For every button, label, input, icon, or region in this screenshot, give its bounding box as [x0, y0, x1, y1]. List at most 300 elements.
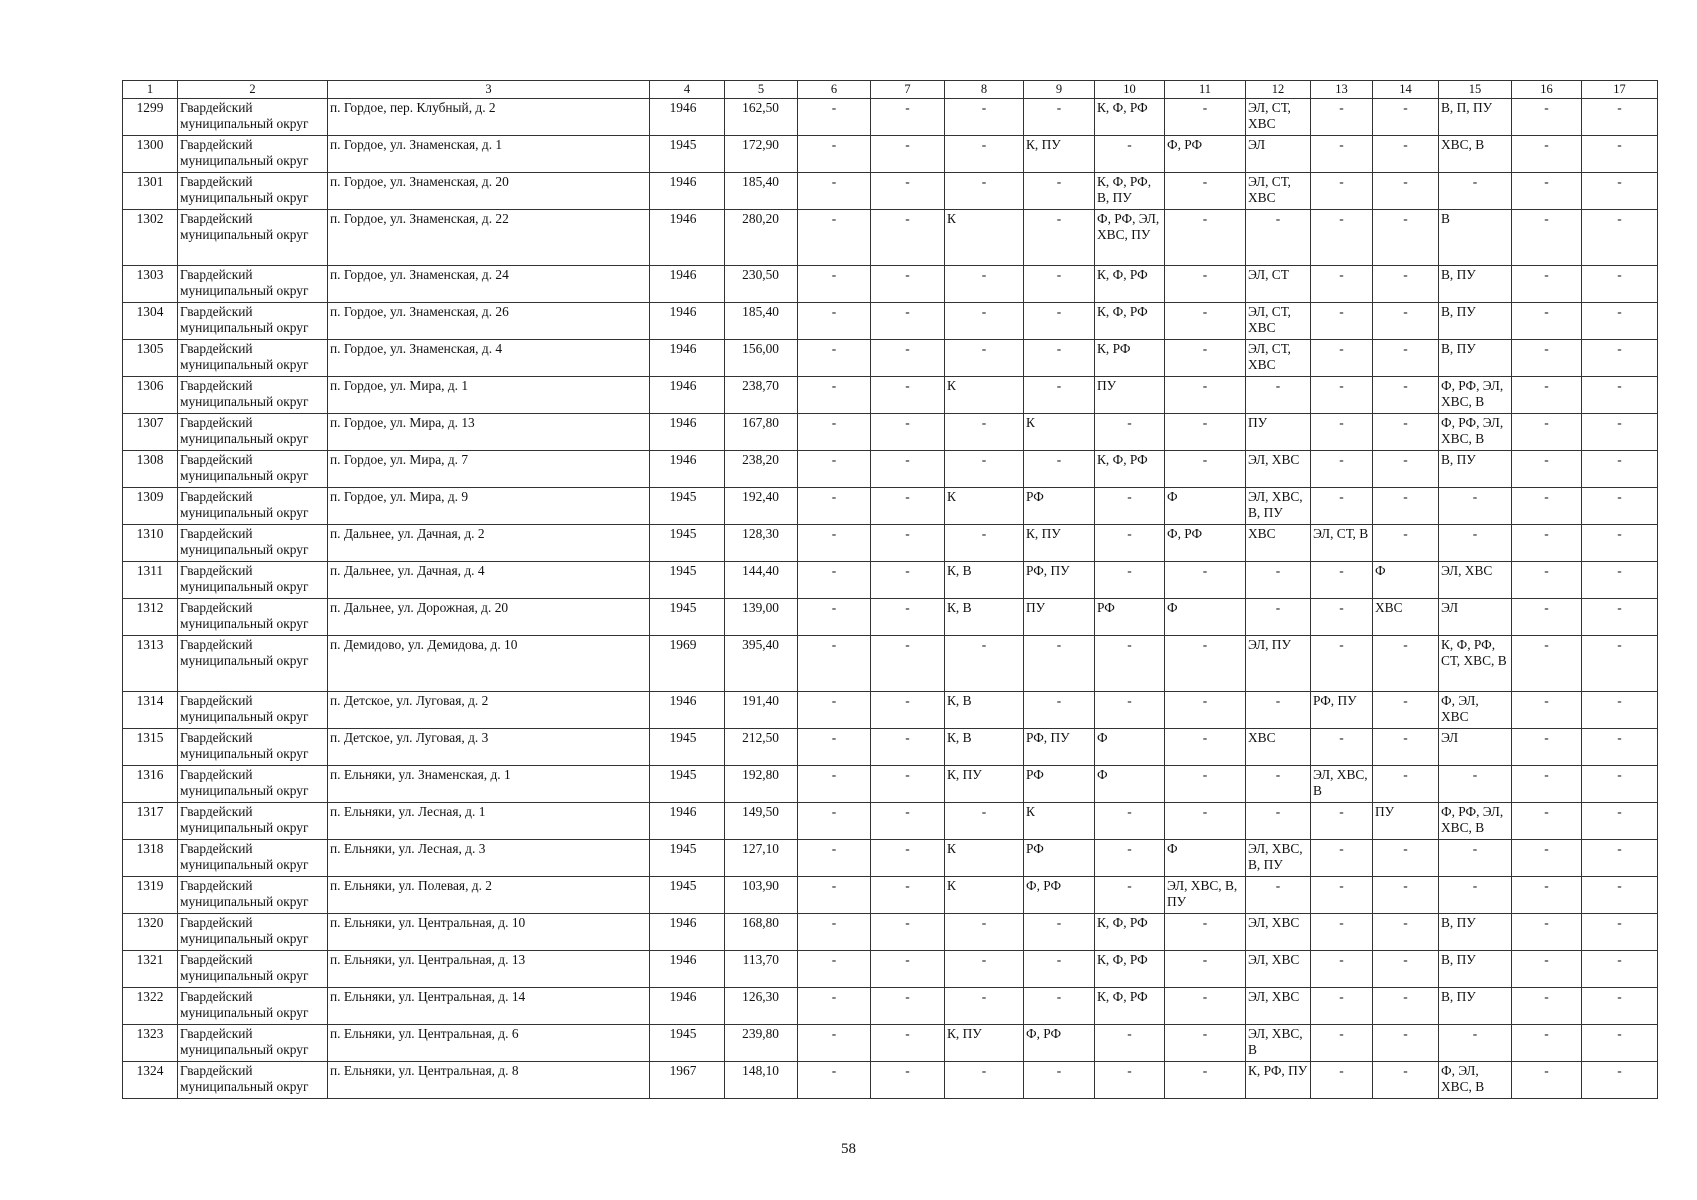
table-cell: Ф, РФ, ЭЛ, ХВС, В [1439, 377, 1512, 414]
table-cell: - [1373, 914, 1439, 951]
table-cell: 1946 [650, 210, 725, 266]
column-number-header: 13 [1311, 81, 1373, 99]
table-cell: - [1512, 266, 1582, 303]
table-cell: ЭЛ [1439, 599, 1512, 636]
table-cell: - [1439, 488, 1512, 525]
register-table [122, 80, 1658, 1099]
table-cell: 1314 [123, 692, 178, 729]
table-cell: - [1512, 1062, 1582, 1099]
table-cell: РФ, ПУ [1024, 562, 1095, 599]
table-cell: - [1373, 877, 1439, 914]
table-row [123, 951, 1658, 988]
table-row [123, 377, 1658, 414]
table-cell: 192,40 [725, 488, 798, 525]
table-cell: - [945, 451, 1024, 488]
table-cell: - [1373, 340, 1439, 377]
table-cell: - [1373, 173, 1439, 210]
table-cell: Ф, ЭЛ, ХВС, В [1439, 1062, 1512, 1099]
table-cell: Гвардейский муниципальный округ [178, 766, 328, 803]
table-cell: - [1311, 414, 1373, 451]
table-cell: - [871, 803, 945, 840]
table-cell: РФ [1024, 766, 1095, 803]
table-cell: - [1582, 266, 1658, 303]
table-cell: - [1095, 840, 1165, 877]
table-cell: - [1024, 692, 1095, 729]
table-cell: 1319 [123, 877, 178, 914]
table-cell: - [1165, 988, 1246, 1025]
table-cell: - [798, 877, 871, 914]
table-cell: В, ПУ [1439, 340, 1512, 377]
table-cell: - [1311, 988, 1373, 1025]
table-cell: - [798, 377, 871, 414]
table-cell: - [1512, 729, 1582, 766]
table-cell: К [1024, 414, 1095, 451]
table-cell: Гвардейский муниципальный округ [178, 636, 328, 692]
table-cell: - [1373, 136, 1439, 173]
table-cell: 144,40 [725, 562, 798, 599]
table-cell: - [1311, 451, 1373, 488]
table-cell: Гвардейский муниципальный округ [178, 599, 328, 636]
table-cell: ЭЛ, СТ, ХВС [1246, 340, 1311, 377]
table-cell: К, Ф, РФ [1095, 451, 1165, 488]
table-row [123, 136, 1658, 173]
table-cell: Гвардейский муниципальный округ [178, 210, 328, 266]
table-cell: - [1311, 840, 1373, 877]
table-cell: К, Ф, РФ [1095, 303, 1165, 340]
table-cell: Гвардейский муниципальный округ [178, 266, 328, 303]
table-cell: 1946 [650, 451, 725, 488]
table-cell: п. Ельняки, ул. Центральная, д. 8 [328, 1062, 650, 1099]
column-number-header: 6 [798, 81, 871, 99]
table-cell: 1307 [123, 414, 178, 451]
table-cell: К, В [945, 692, 1024, 729]
table-cell: - [1512, 488, 1582, 525]
table-cell: - [1024, 1062, 1095, 1099]
table-cell: п. Ельняки, ул. Лесная, д. 1 [328, 803, 650, 840]
table-cell: 1945 [650, 136, 725, 173]
table-cell: - [798, 1062, 871, 1099]
table-cell: 1946 [650, 988, 725, 1025]
table-cell: - [945, 340, 1024, 377]
table-cell: К [945, 840, 1024, 877]
table-cell: - [1165, 766, 1246, 803]
column-number-header: 14 [1373, 81, 1439, 99]
table-cell: - [1373, 692, 1439, 729]
table-cell: 156,00 [725, 340, 798, 377]
table-row [123, 988, 1658, 1025]
table-cell: 149,50 [725, 803, 798, 840]
table-row [123, 173, 1658, 210]
table-cell: - [1311, 266, 1373, 303]
table-cell: - [1095, 1062, 1165, 1099]
table-cell: - [945, 173, 1024, 210]
table-cell: ЭЛ [1246, 136, 1311, 173]
table-cell: п. Гордое, пер. Клубный, д. 2 [328, 99, 650, 136]
table-cell: - [1582, 803, 1658, 840]
table-cell: - [798, 562, 871, 599]
table-cell: ХВС [1373, 599, 1439, 636]
header-row [123, 81, 1658, 99]
table-cell: - [1582, 414, 1658, 451]
table-cell: п. Гордое, ул. Знаменская, д. 22 [328, 210, 650, 266]
table-cell: 1312 [123, 599, 178, 636]
table-cell: К [945, 210, 1024, 266]
table-cell: - [1024, 951, 1095, 988]
table-cell: РФ [1024, 840, 1095, 877]
table-cell: ЭЛ, ХВС, В [1311, 766, 1373, 803]
table-cell: - [798, 266, 871, 303]
table-cell: п. Дальнее, ул. Дачная, д. 4 [328, 562, 650, 599]
table-cell: 185,40 [725, 173, 798, 210]
table-cell: Ф, РФ [1165, 136, 1246, 173]
table-cell: - [1512, 914, 1582, 951]
table-cell: Гвардейский муниципальный округ [178, 488, 328, 525]
table-cell: Гвардейский муниципальный округ [178, 451, 328, 488]
table-cell: - [1095, 636, 1165, 692]
table-cell: ЭЛ [1439, 729, 1512, 766]
table-cell: 1308 [123, 451, 178, 488]
table-cell: - [945, 1062, 1024, 1099]
table-row [123, 840, 1658, 877]
table-cell: Гвардейский муниципальный округ [178, 340, 328, 377]
table-cell: 1313 [123, 636, 178, 692]
table-cell: 1945 [650, 877, 725, 914]
table-cell: 139,00 [725, 599, 798, 636]
table-cell: п. Ельняки, ул. Центральная, д. 6 [328, 1025, 650, 1062]
table-cell: Гвардейский муниципальный округ [178, 951, 328, 988]
table-cell: Ф, РФ, ЭЛ, ХВС, В [1439, 414, 1512, 451]
table-cell: ЭЛ, ХВС [1246, 451, 1311, 488]
table-cell: - [1095, 136, 1165, 173]
table-cell: - [798, 340, 871, 377]
table-row [123, 340, 1658, 377]
table-cell: К, Ф, РФ [1095, 988, 1165, 1025]
table-row [123, 877, 1658, 914]
table-cell: 126,30 [725, 988, 798, 1025]
table-cell: ЭЛ, ХВС, В, ПУ [1246, 840, 1311, 877]
table-cell: РФ, ПУ [1024, 729, 1095, 766]
table-cell: Ф [1095, 766, 1165, 803]
table-cell: - [1311, 877, 1373, 914]
table-cell: 1324 [123, 1062, 178, 1099]
table-cell: - [1512, 136, 1582, 173]
table-cell: Гвардейский муниципальный округ [178, 988, 328, 1025]
table-cell: К, ПУ [1024, 525, 1095, 562]
table-cell: 1300 [123, 136, 178, 173]
table-cell: - [1582, 451, 1658, 488]
table-cell: - [871, 1062, 945, 1099]
table-cell: - [1582, 303, 1658, 340]
table-cell: - [1512, 877, 1582, 914]
table-cell: - [1024, 451, 1095, 488]
table-cell: - [871, 1025, 945, 1062]
table-cell: - [1373, 210, 1439, 266]
table-cell: - [798, 914, 871, 951]
table-cell: ЭЛ, СТ [1246, 266, 1311, 303]
table-cell: - [1165, 340, 1246, 377]
table-cell: - [1311, 173, 1373, 210]
table-cell: - [1439, 173, 1512, 210]
table-cell: п. Детское, ул. Луговая, д. 2 [328, 692, 650, 729]
table-cell: В, П, ПУ [1439, 99, 1512, 136]
table-cell: - [1512, 1025, 1582, 1062]
table-cell: - [1512, 840, 1582, 877]
table-row [123, 803, 1658, 840]
table-cell: 1967 [650, 1062, 725, 1099]
column-number-header: 3 [328, 81, 650, 99]
table-cell: 1946 [650, 914, 725, 951]
table-cell: ЭЛ, ХВС [1246, 951, 1311, 988]
table-cell: 172,90 [725, 136, 798, 173]
table-cell: Гвардейский муниципальный округ [178, 99, 328, 136]
table-cell: - [1582, 210, 1658, 266]
table-cell: - [871, 340, 945, 377]
table-cell: - [1373, 377, 1439, 414]
table-cell: - [1024, 636, 1095, 692]
table-cell: п. Ельняки, ул. Полевая, д. 2 [328, 877, 650, 914]
table-row [123, 562, 1658, 599]
table-cell: - [1095, 877, 1165, 914]
table-cell: - [945, 99, 1024, 136]
table-cell: 239,80 [725, 1025, 798, 1062]
table-cell: - [798, 951, 871, 988]
table-cell: - [945, 266, 1024, 303]
table-cell: В, ПУ [1439, 951, 1512, 988]
table-cell: Гвардейский муниципальный округ [178, 1025, 328, 1062]
table-cell: 1322 [123, 988, 178, 1025]
table-cell: - [798, 636, 871, 692]
table-cell: - [871, 99, 945, 136]
table-cell: - [871, 414, 945, 451]
table-cell: - [1311, 599, 1373, 636]
table-cell: - [798, 988, 871, 1025]
table-cell: 1304 [123, 303, 178, 340]
table-cell: ЭЛ, СТ, ХВС [1246, 99, 1311, 136]
column-number-header: 8 [945, 81, 1024, 99]
table-cell: В, ПУ [1439, 914, 1512, 951]
table-cell: - [871, 303, 945, 340]
table-cell: - [1373, 1062, 1439, 1099]
table-cell: - [1582, 525, 1658, 562]
table-cell: - [1311, 210, 1373, 266]
table-row [123, 451, 1658, 488]
table-cell: - [1165, 1025, 1246, 1062]
table-cell: - [1373, 414, 1439, 451]
table-cell: 1945 [650, 525, 725, 562]
table-cell: - [798, 210, 871, 266]
column-number-header: 1 [123, 81, 178, 99]
table-cell: - [1311, 488, 1373, 525]
table-cell: - [1582, 988, 1658, 1025]
table-cell: В, ПУ [1439, 303, 1512, 340]
table-row [123, 488, 1658, 525]
table-cell: РФ [1024, 488, 1095, 525]
table-cell: 1945 [650, 729, 725, 766]
table-cell: - [945, 136, 1024, 173]
table-cell: - [1024, 914, 1095, 951]
table-cell: 168,80 [725, 914, 798, 951]
table-cell: - [1512, 173, 1582, 210]
table-cell: - [798, 599, 871, 636]
table-cell: 1945 [650, 599, 725, 636]
table-cell: - [1512, 766, 1582, 803]
table-cell: 1306 [123, 377, 178, 414]
table-cell: - [871, 562, 945, 599]
table-cell: ПУ [1246, 414, 1311, 451]
table-cell: 1309 [123, 488, 178, 525]
table-cell: К, ПУ [1024, 136, 1095, 173]
table-cell: - [798, 451, 871, 488]
table-cell: 1945 [650, 488, 725, 525]
table-cell: ЭЛ, СТ, ХВС [1246, 303, 1311, 340]
table-cell: п. Ельняки, ул. Центральная, д. 13 [328, 951, 650, 988]
table-row [123, 99, 1658, 136]
table-cell: 1946 [650, 303, 725, 340]
table-cell: - [1165, 692, 1246, 729]
table-cell: - [1373, 488, 1439, 525]
table-cell: К, РФ [1095, 340, 1165, 377]
table-cell: - [1439, 840, 1512, 877]
table-cell: 1945 [650, 766, 725, 803]
table-cell: - [1246, 766, 1311, 803]
table-cell: - [1246, 692, 1311, 729]
table-cell: 113,70 [725, 951, 798, 988]
table-cell: 1946 [650, 173, 725, 210]
table-cell: п. Ельняки, ул. Лесная, д. 3 [328, 840, 650, 877]
table-cell: п. Ельняки, ул. Центральная, д. 10 [328, 914, 650, 951]
page-number: 58 [841, 1141, 856, 1157]
table-cell: - [1512, 340, 1582, 377]
table-cell: - [945, 951, 1024, 988]
table-cell: Гвардейский муниципальный округ [178, 729, 328, 766]
table-cell: ЭЛ, ХВС [1246, 914, 1311, 951]
table-row [123, 525, 1658, 562]
table-cell: - [1311, 303, 1373, 340]
table-cell: 395,40 [725, 636, 798, 692]
table-cell: - [1512, 988, 1582, 1025]
column-number-header: 17 [1582, 81, 1658, 99]
table-cell: - [1582, 692, 1658, 729]
table-cell: п. Гордое, ул. Мира, д. 7 [328, 451, 650, 488]
table-cell: - [1373, 729, 1439, 766]
table-cell: ЭЛ, ХВС, В, ПУ [1165, 877, 1246, 914]
table-cell: - [798, 840, 871, 877]
table-cell: ПУ [1095, 377, 1165, 414]
table-cell: Гвардейский муниципальный округ [178, 803, 328, 840]
table-cell: - [1582, 377, 1658, 414]
table-cell: - [1512, 99, 1582, 136]
table-cell: - [1512, 451, 1582, 488]
table-cell: К, Ф, РФ [1095, 99, 1165, 136]
table-cell: - [1582, 636, 1658, 692]
table-cell: - [1311, 377, 1373, 414]
table-cell: 1946 [650, 692, 725, 729]
table-row [123, 914, 1658, 951]
table-cell: 1946 [650, 377, 725, 414]
table-cell: 1946 [650, 414, 725, 451]
table-cell: 238,20 [725, 451, 798, 488]
table-cell: К, Ф, РФ [1095, 914, 1165, 951]
table-cell: п. Гордое, ул. Мира, д. 1 [328, 377, 650, 414]
table-cell: - [798, 525, 871, 562]
table-cell: - [1512, 303, 1582, 340]
table-cell: В, ПУ [1439, 451, 1512, 488]
table-cell: Ф, РФ [1024, 1025, 1095, 1062]
table-cell: - [1373, 988, 1439, 1025]
table-cell: - [1165, 266, 1246, 303]
table-cell: - [1311, 99, 1373, 136]
table-cell: К, Ф, РФ, СТ, ХВС, В [1439, 636, 1512, 692]
table-cell: 1320 [123, 914, 178, 951]
table-cell: 192,80 [725, 766, 798, 803]
table-cell: - [1512, 803, 1582, 840]
table-cell: 185,40 [725, 303, 798, 340]
table-cell: - [1439, 877, 1512, 914]
table-cell: - [1582, 340, 1658, 377]
column-number-header: 9 [1024, 81, 1095, 99]
table-cell: - [1373, 266, 1439, 303]
table-cell: - [1165, 729, 1246, 766]
table-cell: ХВС [1246, 729, 1311, 766]
table-cell: РФ, ПУ [1311, 692, 1373, 729]
table-cell: 1321 [123, 951, 178, 988]
table-cell: - [798, 766, 871, 803]
table-cell: - [1311, 1025, 1373, 1062]
table-cell: Гвардейский муниципальный округ [178, 377, 328, 414]
table-cell: п. Дальнее, ул. Дачная, д. 2 [328, 525, 650, 562]
table-cell: - [798, 99, 871, 136]
table-cell: п. Дальнее, ул. Дорожная, д. 20 [328, 599, 650, 636]
table-cell: РФ [1095, 599, 1165, 636]
table-cell: - [1095, 803, 1165, 840]
table-cell: - [1373, 99, 1439, 136]
table-cell: - [1512, 599, 1582, 636]
table-row [123, 414, 1658, 451]
table-cell: 1969 [650, 636, 725, 692]
table-cell: - [1582, 488, 1658, 525]
table-cell: - [798, 136, 871, 173]
table-cell: К, ПУ [945, 766, 1024, 803]
column-number-header: 2 [178, 81, 328, 99]
table-cell: - [1095, 525, 1165, 562]
table-cell: - [1246, 877, 1311, 914]
table-cell: ЭЛ, ПУ [1246, 636, 1311, 692]
table-cell: - [1373, 525, 1439, 562]
table-cell: Гвардейский муниципальный округ [178, 303, 328, 340]
table-cell: 128,30 [725, 525, 798, 562]
table-cell: - [798, 692, 871, 729]
table-cell: Ф [1165, 840, 1246, 877]
table-cell: - [871, 729, 945, 766]
table-cell: 1305 [123, 340, 178, 377]
column-number-header: 12 [1246, 81, 1311, 99]
table-cell: - [1165, 210, 1246, 266]
column-number-header: 7 [871, 81, 945, 99]
table-cell: - [1311, 951, 1373, 988]
table-cell: ЭЛ, СТ, ХВС [1246, 173, 1311, 210]
table-cell: К, Ф, РФ [1095, 951, 1165, 988]
table-cell: п. Гордое, ул. Знаменская, д. 4 [328, 340, 650, 377]
table-cell: - [945, 636, 1024, 692]
table-cell: - [1582, 914, 1658, 951]
table-cell: - [871, 599, 945, 636]
table-cell: - [1512, 636, 1582, 692]
table-cell: Гвардейский муниципальный округ [178, 692, 328, 729]
table-cell: Ф [1373, 562, 1439, 599]
table-cell: 1317 [123, 803, 178, 840]
table-cell: - [1024, 303, 1095, 340]
table-cell: Гвардейский муниципальный округ [178, 525, 328, 562]
